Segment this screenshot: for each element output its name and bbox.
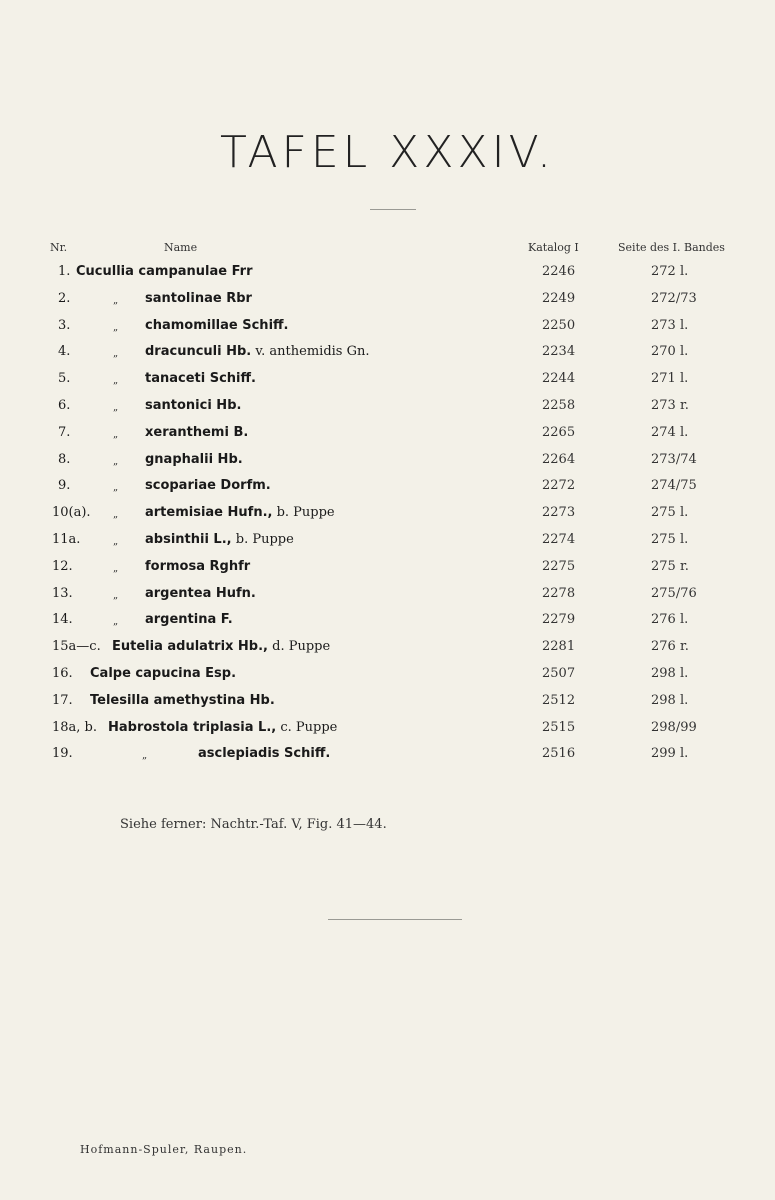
ditto-mark: „ [113, 322, 119, 333]
katalog-number: 2250 [542, 318, 576, 333]
page-reference: 275 l. [651, 532, 689, 547]
katalog-number: 2507 [542, 666, 576, 681]
page-reference: 271 l. [651, 371, 689, 386]
katalog-number: 2516 [542, 746, 576, 761]
header-katalog: Katalog I [528, 241, 579, 254]
page-reference: 275 r. [651, 559, 689, 574]
page-reference: 274/75 [651, 478, 697, 493]
katalog-number: 2249 [542, 291, 576, 306]
species-name: Calpe capucina Esp. [90, 666, 237, 681]
header-name: Name [164, 241, 198, 254]
katalog-number: 2275 [542, 559, 576, 574]
row-number: 16. [52, 666, 73, 681]
species-name: argentina F. [145, 612, 233, 627]
species-name: chamomillae Schiff. [145, 318, 289, 333]
page-reference: 272 l. [651, 264, 689, 279]
species-name: Cucullia campanulae Frr [76, 264, 253, 279]
page-reference: 273 r. [651, 398, 689, 413]
row-number: 17. [52, 693, 73, 708]
katalog-number: 2515 [542, 720, 576, 735]
divider-bottom [328, 919, 462, 920]
footer-credit: Hofmann-Spuler, Raupen. [80, 1143, 248, 1156]
species-name: formosa Rghfr [145, 559, 251, 574]
ditto-mark: „ [142, 750, 148, 761]
ditto-mark: „ [113, 616, 119, 627]
katalog-number: 2258 [542, 398, 576, 413]
species-name: tanaceti Schiff. [145, 371, 256, 386]
page-reference: 298/99 [651, 720, 697, 735]
ditto-mark: „ [113, 590, 119, 601]
species-name: xeranthemi B. [145, 425, 249, 440]
katalog-number: 2273 [542, 505, 576, 520]
species-note: b. Puppe [272, 505, 335, 520]
page-reference: 273 l. [651, 318, 689, 333]
species-name: absinthii L., b. Puppe [145, 532, 294, 547]
page-reference: 274 l. [651, 425, 689, 440]
table-row [0, 584, 775, 604]
table-row [0, 637, 775, 657]
ditto-mark: „ [113, 375, 119, 386]
ditto-mark: „ [113, 456, 119, 467]
species-name: asclepiadis Schiff. [198, 746, 331, 761]
species-note: b. Puppe [231, 532, 294, 547]
species-note: v. anthemidis Gn. [251, 344, 370, 359]
ditto-mark: „ [113, 482, 119, 493]
table-row [0, 316, 775, 336]
page-reference: 275/76 [651, 586, 697, 601]
row-number: 4. [58, 344, 71, 359]
table-row [0, 423, 775, 443]
row-number: 9. [58, 478, 71, 493]
table-row [0, 557, 775, 577]
ditto-mark: „ [113, 563, 119, 574]
katalog-number: 2265 [542, 425, 576, 440]
row-number: 18a, b. [52, 720, 98, 735]
page-title: TAFEL XXXIV. [220, 127, 555, 178]
row-number: 12. [52, 559, 73, 574]
species-note: c. Puppe [276, 720, 338, 735]
species-note: d. Puppe [268, 639, 331, 654]
page-reference: 276 r. [651, 639, 689, 654]
row-number: 5. [58, 371, 71, 386]
row-number: 19. [52, 746, 73, 761]
page-reference: 298 l. [651, 666, 689, 681]
row-number: 15a—c. [52, 639, 101, 654]
species-name: santolinae Rbr [145, 291, 252, 306]
divider-top [370, 209, 416, 210]
katalog-number: 2278 [542, 586, 576, 601]
ditto-mark: „ [113, 348, 119, 359]
table-row [0, 664, 775, 684]
katalog-number: 2272 [542, 478, 576, 493]
page-reference: 272/73 [651, 291, 697, 306]
table-row [0, 396, 775, 416]
species-name: artemisiae Hufn., b. Puppe [145, 505, 335, 520]
page-reference: 273/74 [651, 452, 697, 467]
katalog-number: 2274 [542, 532, 576, 547]
row-number: 6. [58, 398, 71, 413]
katalog-number: 2246 [542, 264, 576, 279]
table-row [0, 476, 775, 496]
species-name: scopariae Dorfm. [145, 478, 271, 493]
table-row [0, 369, 775, 389]
page-reference: 276 l. [651, 612, 689, 627]
table-row [0, 503, 775, 523]
row-number: 11a. [52, 532, 81, 547]
reference-note: Siehe ferner: Nachtr.-Taf. V, Fig. 41—44. [120, 817, 387, 832]
header-seite: Seite des I. Bandes [618, 241, 725, 254]
katalog-number: 2264 [542, 452, 576, 467]
table-row [0, 744, 775, 764]
row-number: 7. [58, 425, 71, 440]
ditto-mark: „ [113, 402, 119, 413]
page-reference: 270 l. [651, 344, 689, 359]
ditto-mark: „ [113, 295, 119, 306]
species-name: santonici Hb. [145, 398, 242, 413]
katalog-number: 2512 [542, 693, 576, 708]
table-row [0, 530, 775, 550]
species-name: Habrostola triplasia L., c. Puppe [108, 720, 338, 735]
ditto-mark: „ [113, 536, 119, 547]
ditto-mark: „ [113, 429, 119, 440]
species-name: Telesilla amethystina Hb. [90, 693, 275, 708]
table-row [0, 718, 775, 738]
table-row [0, 342, 775, 362]
table-row [0, 262, 775, 282]
species-name: gnaphalii Hb. [145, 452, 243, 467]
page-reference: 299 l. [651, 746, 689, 761]
row-number: 10(a). [52, 505, 91, 520]
table-row [0, 450, 775, 470]
table-row [0, 610, 775, 630]
row-number: 13. [52, 586, 73, 601]
page-reference: 275 l. [651, 505, 689, 520]
page-reference: 298 l. [651, 693, 689, 708]
ditto-mark: „ [113, 509, 119, 520]
katalog-number: 2279 [542, 612, 576, 627]
row-number: 1. [58, 264, 71, 279]
species-name: argentea Hufn. [145, 586, 256, 601]
species-name: Eutelia adulatrix Hb., d. Puppe [112, 639, 331, 654]
katalog-number: 2244 [542, 371, 576, 386]
row-number: 14. [52, 612, 73, 627]
row-number: 8. [58, 452, 71, 467]
table-row [0, 289, 775, 309]
species-name: dracunculi Hb. v. anthemidis Gn. [145, 344, 370, 359]
table-row [0, 691, 775, 711]
row-number: 3. [58, 318, 71, 333]
header-nr: Nr. [50, 241, 68, 254]
row-number: 2. [58, 291, 71, 306]
katalog-number: 2281 [542, 639, 576, 654]
katalog-number: 2234 [542, 344, 576, 359]
